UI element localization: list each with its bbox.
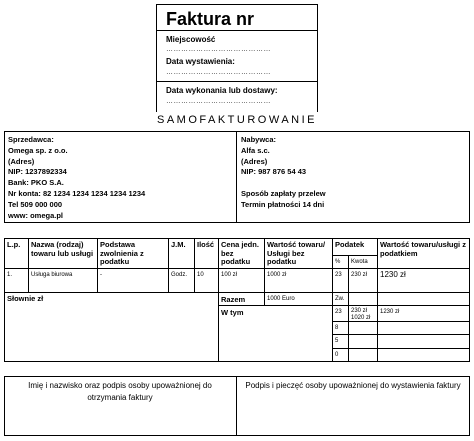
col-header-basis: Podstawa zwolnienia z podatku (97, 238, 169, 269)
issue-date-label: Data wystawienia: (166, 57, 235, 66)
total-pct: Zw. (332, 292, 349, 306)
col-header-tax-pct: % (332, 255, 349, 269)
total-label: Razem (218, 292, 265, 306)
seller-line: www: omega.pl (8, 210, 64, 220)
cell-qty: 10 (194, 268, 219, 293)
buyer-line: Termin płatności 14 dni (241, 199, 325, 209)
col-header-unit-price: Cena jedn. bez podatku (218, 238, 265, 269)
including-pct: 5 (332, 334, 349, 349)
buyer-line: Nabywca: (241, 135, 277, 144)
col-header-lp: L.p. (4, 238, 29, 269)
col-header-net-value: Wartość towaru/ Usługi bez podatku (264, 238, 333, 269)
including-pct: 8 (332, 321, 349, 335)
cell-tax-amount: 230 zł (348, 268, 378, 293)
seller-line: Bank: PKO S.A. (8, 178, 64, 188)
cell-unit-price: 100 zł (218, 268, 265, 293)
cell-lp: 1. (4, 268, 29, 293)
invoice-title: Faktura nr (166, 9, 255, 29)
seller-line: (Adres) (8, 156, 35, 166)
place-label: Miejscowość (166, 35, 216, 44)
buyer-line: NIP: 987 876 54 43 (241, 167, 307, 177)
buyer-block (241, 135, 326, 211)
cell-unit: Godz. (168, 268, 195, 293)
cell-net-value: 1000 zł (264, 268, 333, 293)
buyer-line: Sposób zapłaty przelew (241, 188, 326, 198)
including-amount (348, 348, 378, 362)
divider (156, 30, 318, 31)
divider (236, 376, 237, 436)
including-amount (348, 334, 378, 349)
issue-date-dots: …………………………………… (166, 69, 271, 76)
col-header-tax-amount: Kwota (348, 255, 378, 269)
place-dots: …………………………………… (166, 46, 271, 53)
cell-tax-pct: 23 (332, 268, 349, 293)
including-gross (377, 334, 470, 349)
including-label: W tym (218, 305, 333, 362)
cell-basis: - (97, 268, 169, 293)
including-pct: 0 (332, 348, 349, 362)
amount-in-words: Słownie zł (4, 292, 219, 362)
issuer-signature-label: Podpis i pieczęć osoby upoważnionej do wystawienia faktury (245, 381, 461, 390)
recipient-signature-label: Imię i nazwisko oraz podpis osoby upoważnionej do otrzymania faktury (28, 381, 212, 402)
col-header-name: Nazwa (rodzaj) towaru lub usługi (28, 238, 98, 269)
seller-line: Sprzedawca: (8, 135, 54, 144)
col-header-qty: Ilość (194, 238, 219, 269)
total-tax-amount (348, 292, 378, 306)
cell-name: Usługa biurowa (28, 268, 98, 293)
seller-line: Tel 509 000 000 (8, 199, 63, 209)
col-header-unit: J.M. (168, 238, 195, 269)
including-pct: 23 (332, 305, 349, 322)
buyer-line: (Adres) (241, 156, 268, 166)
delivery-date-label: Data wykonania lub dostawy: (166, 86, 278, 95)
including-gross: 1230 zł (377, 305, 470, 322)
seller-line: Nr konta: 82 1234 1234 1234 1234 1234 (8, 188, 146, 198)
including-amount: 230 zł 1020 zł (348, 305, 378, 322)
buyer-line: Alfa s.c. (241, 145, 270, 155)
col-header-gross-value: Wartość towaru/usługi z podatkiem (377, 238, 470, 269)
divider (156, 81, 318, 82)
including-amount (348, 321, 378, 335)
buyer-spacer (241, 178, 326, 189)
seller-line: Omega sp. z o.o. (8, 145, 68, 155)
including-gross (377, 321, 470, 335)
cell-gross-value: 1230 zł (377, 268, 470, 293)
col-header-tax: Podatek (332, 238, 378, 256)
total-net: 1000 Euro (264, 292, 333, 306)
seller-line: NIP: 1237892334 (8, 167, 67, 177)
document-type: SAMOFAKTUROWANIE (157, 114, 317, 126)
delivery-date-dots: …………………………………… (166, 98, 271, 105)
total-gross (377, 292, 470, 306)
including-gross (377, 348, 470, 362)
divider (236, 131, 237, 223)
seller-block (8, 135, 145, 221)
